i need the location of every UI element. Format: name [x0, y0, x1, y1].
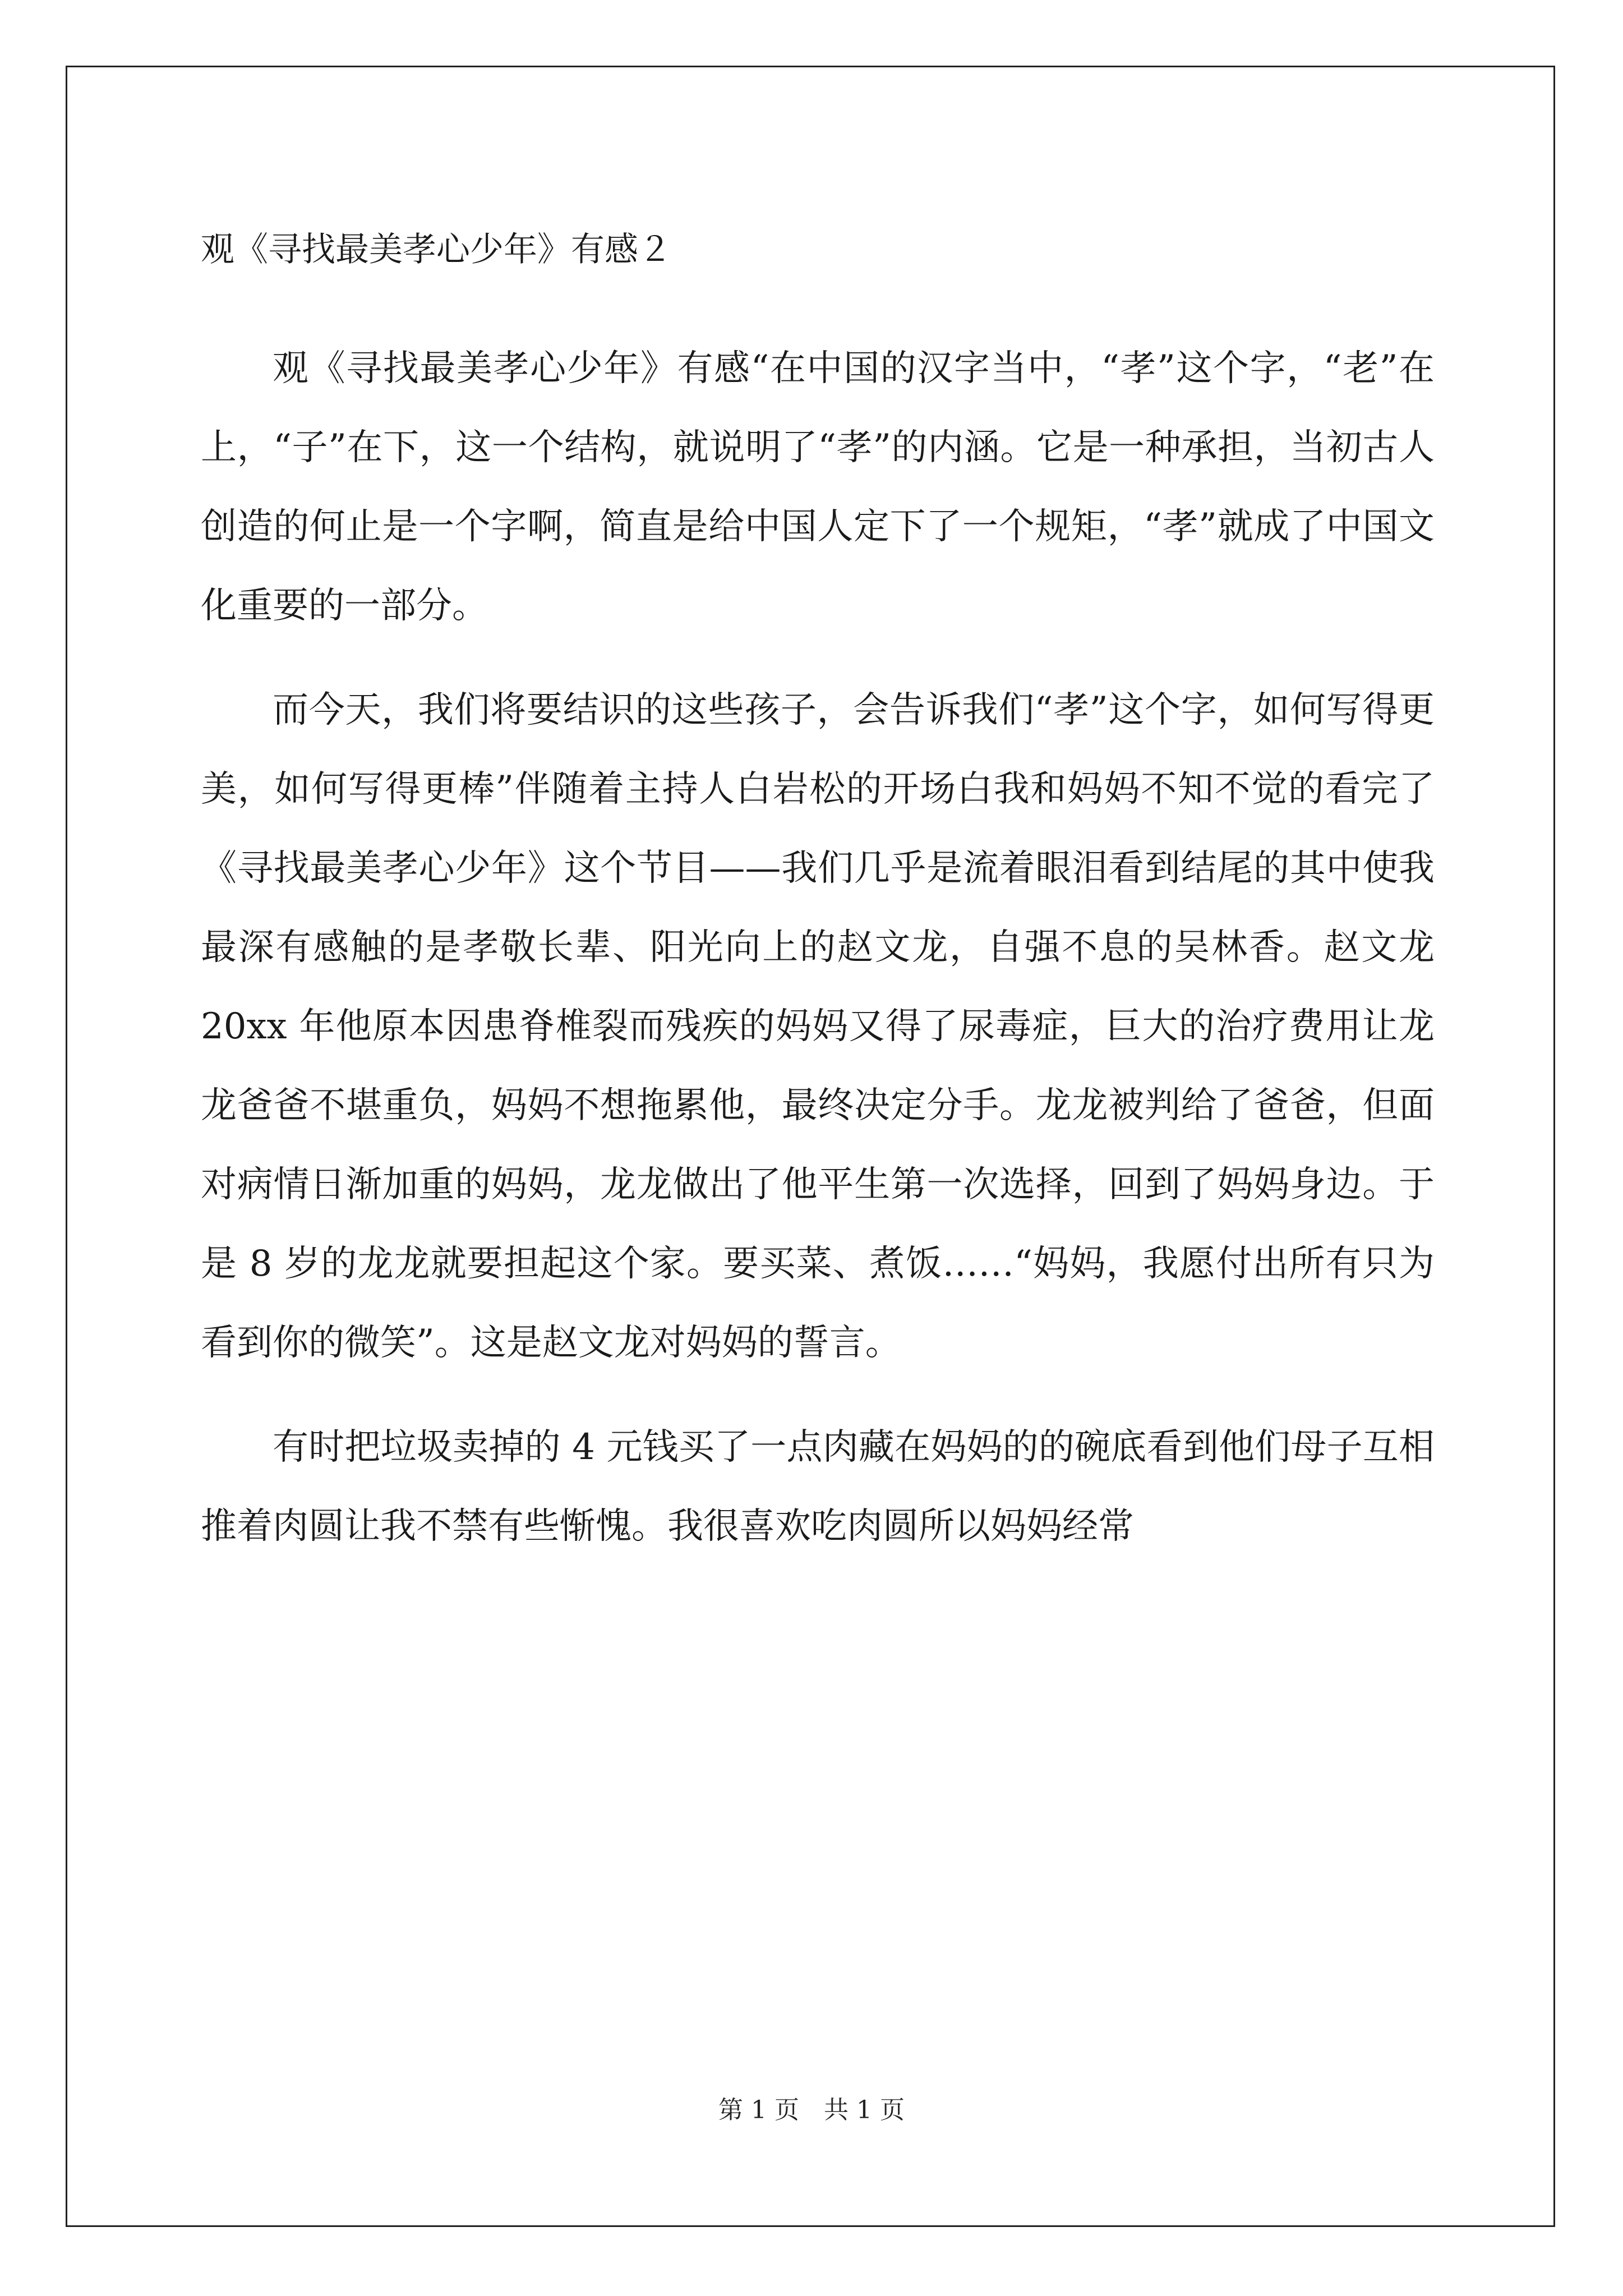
paragraph-1: 观《寻找最美孝心少年》有感“在中国的汉字当中，“孝”这个字，“老”在上，“子”在下，这一个结构，就说明了“孝”的内涵。它是一种承担，当初古人创造的何止是一个字啊，简直是给中国人定下了一个规矩，“孝”就成了中国文化重要的一部分。 — [201, 348, 1435, 627]
document-title: 观《寻找最美孝心少年》有感２ — [201, 230, 672, 269]
document-body — [201, 222, 1435, 1566]
paragraph-3: 有时把垃圾卖掉的 4 元钱买了一点肉藏在妈妈的的碗底看到他们母子互相推着肉圆让我不禁有些惭愧。我很喜欢吃肉圆所以妈妈经常 — [201, 1427, 1435, 1547]
paragraph-2: 而今天，我们将要结识的这些孩子，会告诉我们“孝”这个字，如何写得更美，如何写得更棒”伴随着主持人白岩松的开场白我和妈妈不知不觉的看完了《寻找最美孝心少年》这个节目——我们几乎是流着眼泪看到结尾的其中使我最深有感触的是孝敬长辈、阳光向上的赵文龙，自强不息的吴林香。赵文龙 20xx 年他原本因患脊椎裂而残疾的妈妈又得了尿毒症，巨大的治疗费用让龙龙爸爸不堪重负，妈妈不想拖累他，最终决定分手。龙龙被判给了爸爸，但面对病情日渐加重的妈妈，龙龙做出了他平生第一次选择，回到了妈妈身边。于是 8 岁的龙龙就要担起这个家。要买菜、煮饭……“妈妈，我愿付出所有只为看到你的微笑”。这是赵文龙对妈妈的誓言。 — [201, 689, 1435, 1364]
page-number-footer: 第 1 页 共 1 页 — [718, 2096, 905, 2124]
